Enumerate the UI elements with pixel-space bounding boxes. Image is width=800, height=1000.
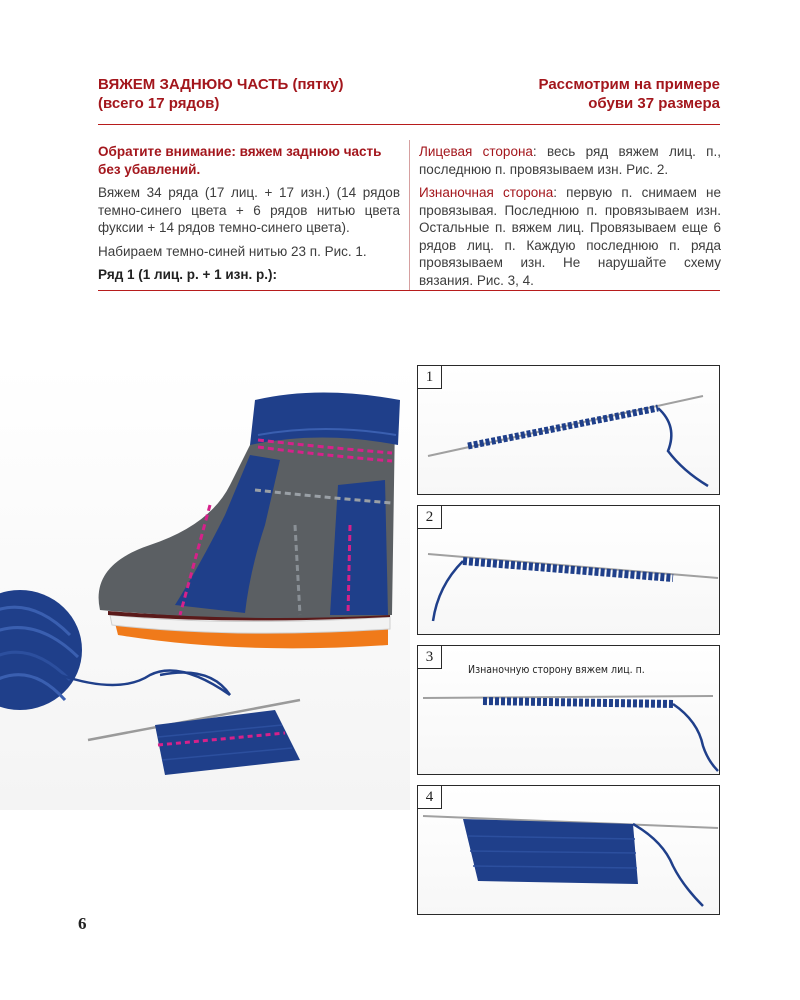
face-side-text: : весь ряд вяжем лиц. п., последнюю п. провязываем изн. Рис. 2.	[419, 144, 721, 177]
figure-4-number: 4	[418, 786, 442, 809]
section-title-rows: (всего 17 рядов)	[98, 95, 220, 112]
section-title	[98, 75, 428, 113]
figure-1	[417, 365, 720, 495]
section-title-main: ВЯЖЕМ ЗАДНЮЮ ЧАСТЬ (пятку)	[98, 76, 344, 93]
header-rule	[98, 124, 720, 125]
column-divider	[409, 140, 410, 290]
figure-1-number: 1	[418, 366, 442, 389]
figure-3-caption: Изнаночную сторону вяжем лиц. п.	[468, 664, 645, 676]
cast-on-paragraph: Набираем темно-синей нитью 23 п. Рис. 1.	[98, 243, 367, 259]
figure-3-number: 3	[418, 646, 442, 669]
figure-4-image	[418, 786, 720, 915]
right-column	[419, 143, 721, 295]
figure-2	[417, 505, 720, 635]
rows-paragraph: Вяжем 34 ряда (17 лиц. + 17 изн.) (14 рядов темно-синего цвета + 6 рядов нитью цвета фуксии + 14 рядов темно-синего цвета).	[98, 185, 400, 235]
back-side-label: Изнаночная сторона	[419, 185, 554, 200]
notice-paragraph	[98, 143, 400, 178]
row1-heading: Ряд 1 (1 лиц. р. + 1 изн. р.):	[98, 267, 278, 282]
swatch-image	[88, 673, 300, 776]
face-side-paragraph	[419, 143, 721, 178]
left-column	[98, 143, 400, 290]
notice-text: вяжем заднюю часть без убавлений.	[98, 144, 382, 177]
back-side-text: : первую п. снимаем не провязывая. Последнюю п. провязываем изн. Остальные п. вяжем лиц. Провязываем еще 6 рядов лиц. п. Каждую последнюю п. ряда провязываем изн. Не нарушайте схему вязания. Рис. 3, 4.	[419, 185, 721, 288]
size-note	[420, 75, 720, 113]
figure-1-image	[418, 366, 720, 495]
content-rule	[98, 290, 720, 291]
size-note-line1: Рассмотрим на примере	[538, 76, 720, 93]
figure-2-image	[418, 506, 720, 635]
boot-illustration	[0, 365, 410, 810]
figure-2-number: 2	[418, 506, 442, 529]
back-side-paragraph	[419, 184, 721, 289]
notice-lead: Обратите внимание:	[98, 144, 236, 159]
figure-4	[417, 785, 720, 915]
size-note-line2: обуви 37 размера	[588, 95, 720, 112]
boot-image	[99, 393, 400, 619]
page-number: 6	[78, 914, 87, 933]
boot-photo	[0, 365, 410, 810]
figure-3	[417, 645, 720, 775]
face-side-label: Лицевая сторона	[419, 144, 533, 159]
